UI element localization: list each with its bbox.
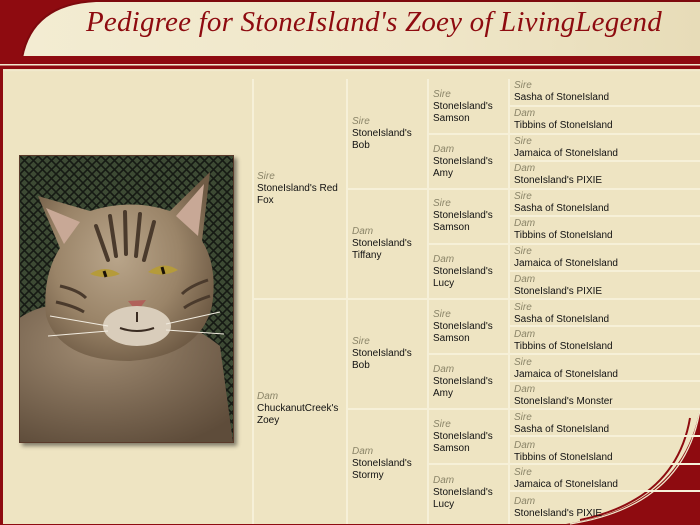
great-grandparent bbox=[433, 364, 506, 400]
tabby-cat-photo bbox=[20, 156, 233, 442]
ggg-parent bbox=[514, 440, 699, 464]
great-grandparent-role: Dam bbox=[433, 254, 455, 265]
great-grandparent-name: StoneIsland's Samson bbox=[433, 101, 493, 124]
ggg-parent-role: Dam bbox=[514, 274, 536, 285]
ggg-parent-name: Tibbins of StoneIsland bbox=[514, 341, 613, 352]
grandparent bbox=[352, 336, 424, 372]
grandparent bbox=[352, 446, 424, 482]
ggg-parent-role: Dam bbox=[514, 384, 536, 395]
ggg-parent-name: StoneIsland's PIXIE bbox=[514, 286, 603, 297]
ggg-parent-role: Sire bbox=[514, 302, 532, 313]
ggg-parent-name: Sasha of StoneIsland bbox=[514, 203, 610, 214]
pedigree-tree bbox=[252, 79, 700, 524]
ggg-parent-name: StoneIsland's Monster bbox=[514, 396, 613, 407]
ggg-parent-name: Jamaica of StoneIsland bbox=[514, 148, 618, 159]
ggg-parent-role: Dam bbox=[514, 108, 536, 119]
ggg-parent bbox=[514, 218, 699, 242]
ggg-parent bbox=[514, 246, 699, 270]
ggg-parent-name: Jamaica of StoneIsland bbox=[514, 479, 618, 490]
ggg-parent-name: Sasha of StoneIsland bbox=[514, 92, 610, 103]
ggg-parent bbox=[514, 412, 699, 436]
cat-photo bbox=[19, 155, 234, 443]
parent-role: Dam bbox=[257, 391, 279, 402]
parent-dam bbox=[257, 391, 343, 427]
great-grandparent-role: Sire bbox=[433, 89, 451, 100]
ggg-parent-role: Dam bbox=[514, 329, 536, 340]
ggg-parent bbox=[514, 467, 699, 491]
great-grandparent bbox=[433, 309, 506, 345]
ggg-parent-name: Tibbins of StoneIsland bbox=[514, 120, 613, 131]
grandparent bbox=[352, 226, 424, 262]
ggg-parent-role: Dam bbox=[514, 218, 536, 229]
ggg-parent-name: Sasha of StoneIsland bbox=[514, 424, 610, 435]
ggg-parent-name: Jamaica of StoneIsland bbox=[514, 369, 618, 380]
ggg-parent bbox=[514, 108, 699, 132]
ggg-parent-role: Sire bbox=[514, 246, 532, 257]
ggg-parent bbox=[514, 136, 699, 160]
great-grandparent-name: StoneIsland's Samson bbox=[433, 431, 493, 454]
great-grandparent-role: Sire bbox=[433, 309, 451, 320]
great-grandparent-name: StoneIsland's Lucy bbox=[433, 266, 493, 289]
great-grandparent-role: Sire bbox=[433, 419, 451, 430]
ggg-parent-name: StoneIsland's PIXIE bbox=[514, 175, 603, 186]
grandparent bbox=[352, 116, 424, 152]
grandparent-name: StoneIsland's Bob bbox=[352, 128, 412, 151]
great-grandparent-role: Dam bbox=[433, 144, 455, 155]
great-grandparent-name: StoneIsland's Lucy bbox=[433, 487, 493, 510]
ggg-parent bbox=[514, 496, 699, 520]
grandparent-role: Sire bbox=[352, 336, 370, 347]
great-grandparent bbox=[433, 475, 506, 511]
ggg-parent bbox=[514, 274, 699, 298]
great-grandparent-role: Sire bbox=[433, 198, 451, 209]
ggg-parent bbox=[514, 80, 699, 104]
ggg-parent bbox=[514, 302, 699, 326]
ggg-parent-role: Dam bbox=[514, 496, 536, 507]
ggg-parent-name: Sasha of StoneIsland bbox=[514, 314, 610, 325]
great-grandparent bbox=[433, 144, 506, 180]
ggg-parent bbox=[514, 329, 699, 353]
great-grandparent bbox=[433, 89, 506, 125]
grandparent-name: StoneIsland's Stormy bbox=[352, 458, 412, 481]
ggg-parent-name: StoneIsland's PIXIE bbox=[514, 508, 603, 519]
ggg-parent-role: Sire bbox=[514, 80, 532, 91]
great-grandparent-name: StoneIsland's Samson bbox=[433, 321, 493, 344]
grandparent-name: StoneIsland's Bob bbox=[352, 348, 412, 371]
ggg-parent-name: Jamaica of StoneIsland bbox=[514, 258, 618, 269]
ggg-parent bbox=[514, 357, 699, 381]
grandparent-name: StoneIsland's Tiffany bbox=[352, 238, 412, 261]
grandparent-role: Dam bbox=[352, 446, 374, 457]
ggg-parent-role: Sire bbox=[514, 136, 532, 147]
ggg-parent-role: Dam bbox=[514, 440, 536, 451]
great-grandparent-role: Dam bbox=[433, 364, 455, 375]
great-grandparent-name: StoneIsland's Amy bbox=[433, 376, 493, 399]
ggg-parent-role: Dam bbox=[514, 163, 536, 174]
ggg-parent bbox=[514, 384, 699, 408]
ggg-parent bbox=[514, 163, 699, 187]
grandparent-role: Dam bbox=[352, 226, 374, 237]
great-grandparent bbox=[433, 198, 506, 234]
parent-sire bbox=[257, 171, 343, 207]
great-grandparent bbox=[433, 419, 506, 455]
great-grandparent bbox=[433, 254, 506, 290]
parent-name: ChuckanutCreek's Zoey bbox=[257, 403, 339, 426]
great-grandparent-role: Dam bbox=[433, 475, 455, 486]
parent-name: StoneIsland's Red Fox bbox=[257, 183, 338, 206]
ggg-parent-role: Sire bbox=[514, 357, 532, 368]
ggg-parent-role: Sire bbox=[514, 412, 532, 423]
ggg-parent-name: Tibbins of StoneIsland bbox=[514, 452, 613, 463]
page-title: Pedigree for StoneIsland's Zoey of LivingLegend bbox=[86, 6, 662, 38]
great-grandparent-name: StoneIsland's Samson bbox=[433, 210, 493, 233]
ggg-parent-name: Tibbins of StoneIsland bbox=[514, 230, 613, 241]
grandparent-role: Sire bbox=[352, 116, 370, 127]
ggg-parent-role: Sire bbox=[514, 467, 532, 478]
ggg-parent bbox=[514, 191, 699, 215]
great-grandparent-name: StoneIsland's Amy bbox=[433, 156, 493, 179]
parent-role: Sire bbox=[257, 171, 275, 182]
ggg-parent-role: Sire bbox=[514, 191, 532, 202]
